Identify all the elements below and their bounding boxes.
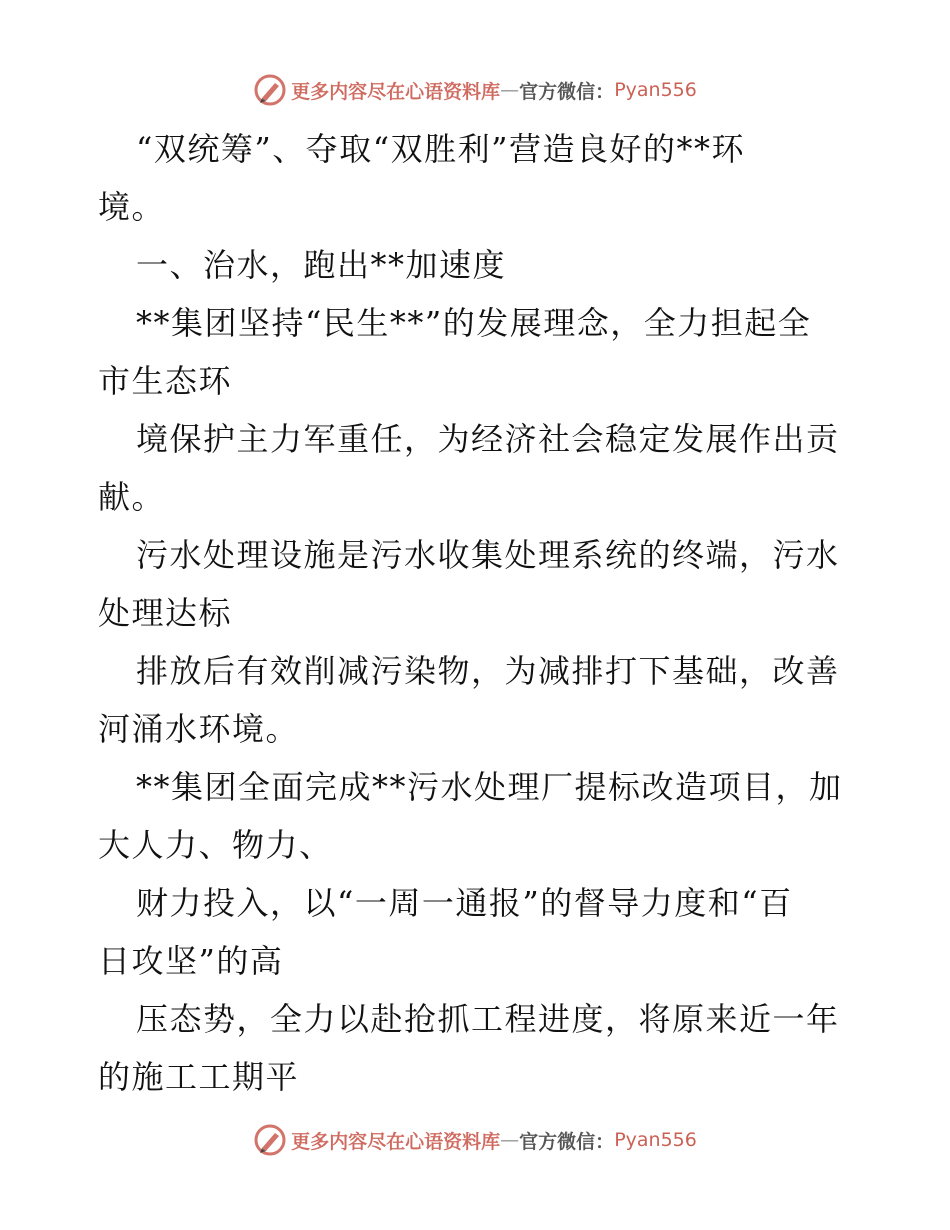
pen-logo-icon (253, 73, 287, 107)
pen-logo-icon (253, 1123, 287, 1157)
text-line: 河涌水环境。 (98, 710, 300, 748)
text-line: 压态势，全力以赴抢抓工程进度，将原来近一年 (136, 1000, 840, 1038)
text-line: 的施工工期平 (98, 1058, 300, 1096)
banner-text: 更多内容尽在心语资料库 (291, 80, 501, 103)
header-banner (0, 70, 950, 110)
text-line: 财力投入，以“一周一通报”的督导力度和“百 (136, 884, 793, 922)
section-heading: 一、治水，跑出**加速度 (136, 246, 507, 284)
banner-wechat-label: 官方微信： (519, 80, 615, 103)
text-line: 处理达标 (98, 594, 233, 632)
banner-wechat-id: Pyan556 (614, 1129, 697, 1151)
banner-text: 更多内容尽在心语资料库 (291, 1130, 501, 1153)
text-line: 市生态环 (98, 362, 233, 400)
text-line: “双统筹”、夺取“双胜利”营造良好的**环 (136, 130, 745, 168)
text-line: 境保护主力军重任，为经济社会稳定发展作出贡 (136, 420, 840, 458)
text-line: 污水处理设施是污水收集处理系统的终端，污水 (136, 536, 840, 574)
body-text (98, 120, 858, 1106)
text-line: **集团坚持“民生**”的发展理念，全力担起全 (136, 304, 812, 342)
text-line: 日攻坚”的高 (98, 942, 284, 980)
banner-dash: — (500, 79, 520, 101)
banner-wechat-label: 官方微信： (519, 1130, 615, 1153)
text-line: 境。 (98, 188, 166, 226)
text-line: 献。 (98, 478, 166, 516)
text-line: 大人力、物力、 (98, 826, 333, 864)
banner-wechat-id: Pyan556 (614, 79, 697, 101)
text-line: 排放后有效削减污染物，为减排打下基础，改善 (136, 652, 840, 690)
text-line: **集团全面完成**污水处理厂提标改造项目，加 (136, 768, 843, 806)
banner-dash: — (500, 1129, 520, 1151)
footer-banner (0, 1120, 950, 1160)
